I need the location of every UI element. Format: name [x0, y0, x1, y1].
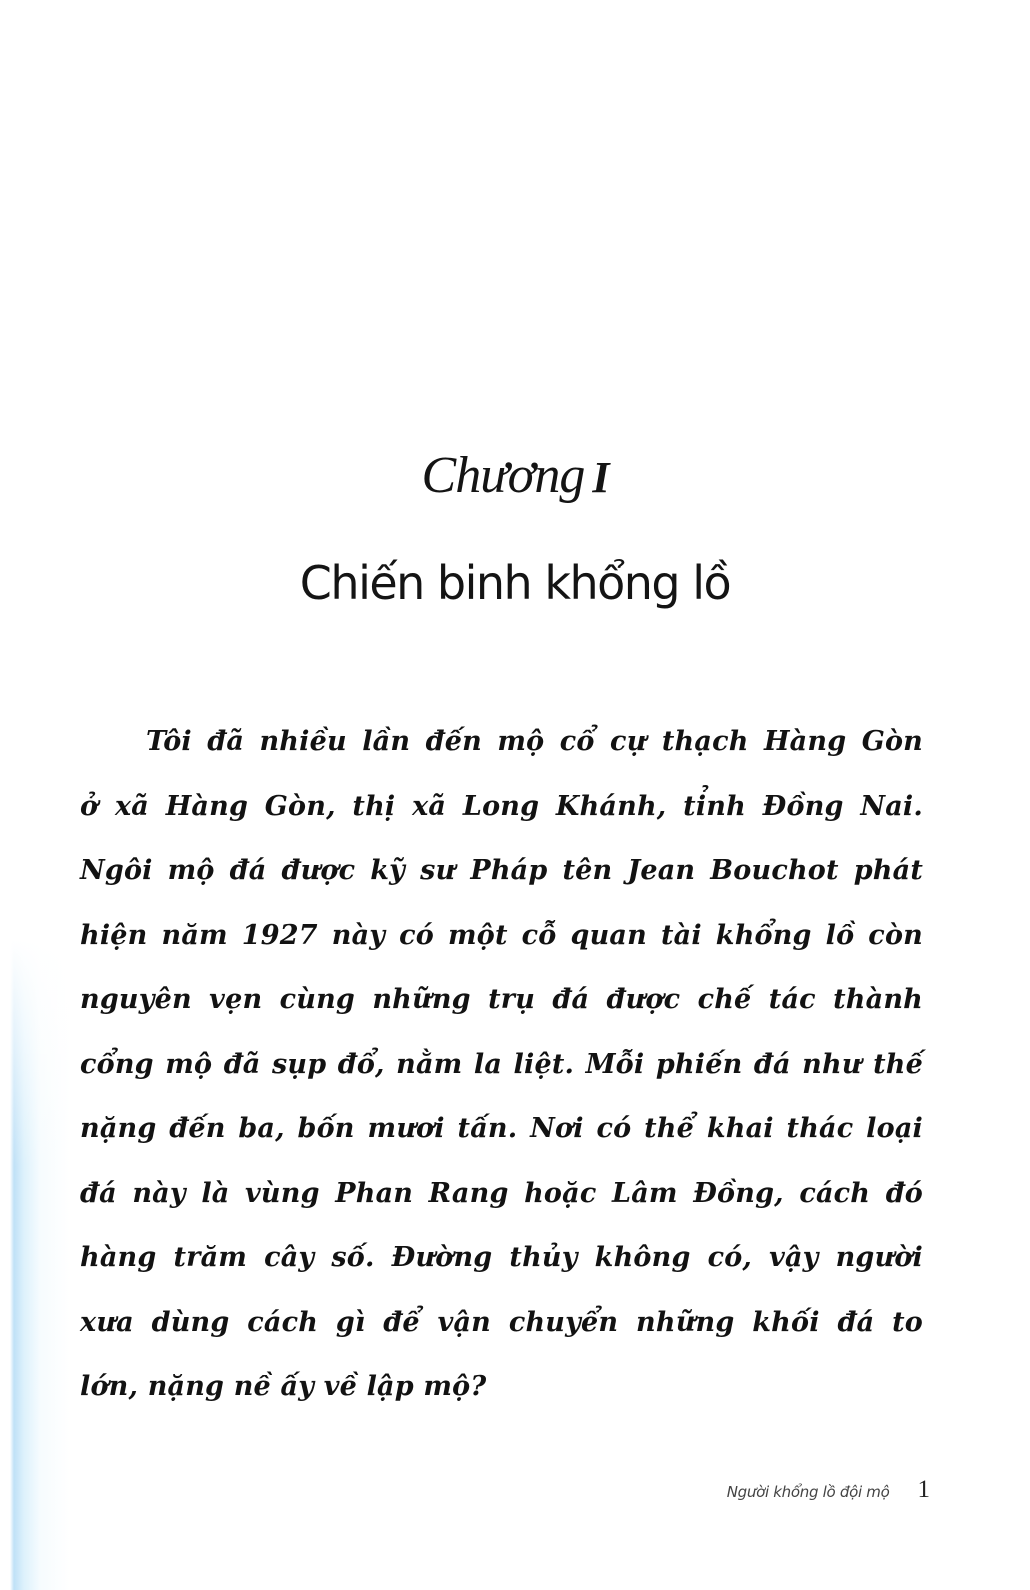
body-line: hàng trăm cây số. Đường thủy không có, vậy người [80, 1242, 923, 1273]
body-line: ở xã Hàng Gòn, thị xã Long Khánh, tỉnh Đồng Nai. [80, 790, 923, 822]
body-line: cổng mộ đã sụp đổ, nằm la liệt. Mỗi phiến đá như thế [80, 1048, 923, 1080]
chapter-label-word: Chương [421, 447, 585, 504]
body-line: hiện năm 1927 này có một cỗ quan tài khổng lồ còn [80, 919, 923, 951]
page-edge-shadow [0, 0, 75, 1590]
chapter-label [0, 440, 1030, 513]
body-line: nguyên vẹn cùng những trụ đá được chế tác thành [80, 984, 923, 1015]
page-footer [680, 1476, 930, 1506]
body-line: lớn, nặng nề ấy về lập mộ? [80, 1371, 487, 1402]
body-paragraph [80, 710, 923, 1420]
body-line: Ngôi mộ đá được kỹ sư Pháp tên Jean Bouchot phát [80, 855, 923, 886]
body-line: Tôi đã nhiều lần đến mộ cổ cự thạch Hàng Gòn [146, 726, 923, 757]
running-title: Người khổng lồ đội mộ [726, 1483, 890, 1501]
body-line: nặng đến ba, bốn mươi tấn. Nơi có thể khai thác loại [80, 1113, 923, 1144]
chapter-number: I [592, 453, 609, 502]
body-line: xưa dùng cách gì để vận chuyển những khối đá to [80, 1306, 923, 1338]
body-line: đá này là vùng Phan Rang hoặc Lâm Đồng, cách đó [80, 1177, 923, 1209]
page-edge-blue-tint [10, 940, 80, 1590]
chapter-title: Chiến binh khổng lồ [299, 556, 731, 610]
page-number: 1 [917, 1476, 930, 1503]
